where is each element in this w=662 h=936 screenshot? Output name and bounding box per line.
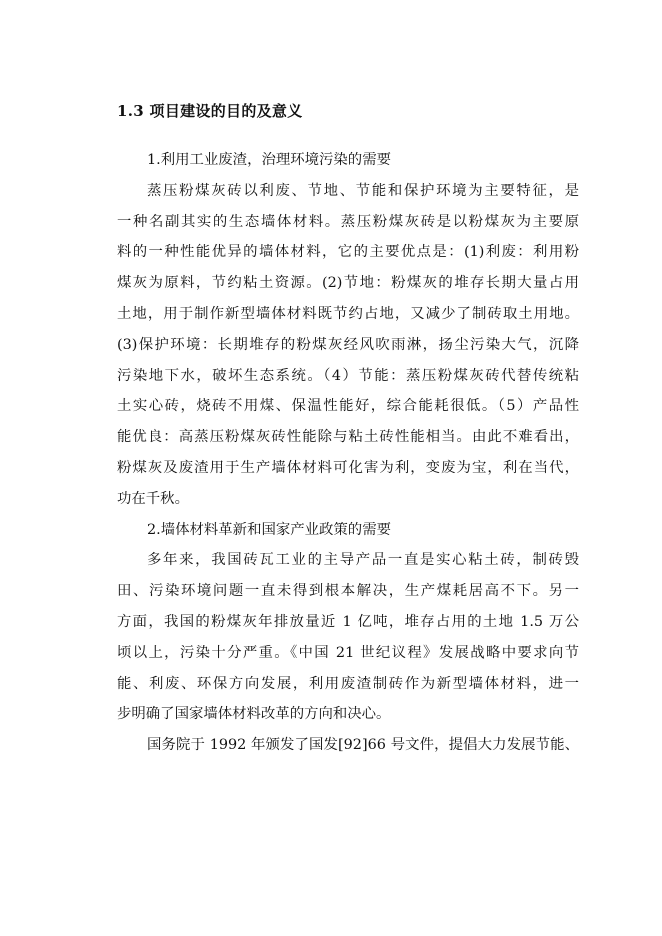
text-line: 粉煤灰及废渣用于生产墙体材料可化害为利，变废为宝，利在当代， xyxy=(117,459,579,476)
text-line: 国务院于 1992 年颁发了国发[92]66 号文件，提倡大力发展节能、 xyxy=(147,737,579,754)
text-line: (3)保护环境：长期堆存的粉煤灰经风吹雨淋，扬尘污染大气，沉降 xyxy=(117,336,579,353)
text-line: 顷以上，污染十分严重。《中国 21 世纪议程》发展战略中要求向节 xyxy=(117,644,579,661)
text-line: 方面，我国的粉煤灰年排放量近 1 亿吨，堆存占用的土地 1.5 万公 xyxy=(117,613,579,630)
text-line: 污染地下水，破坏生态系统。（4）节能：蒸压粉煤灰砖代替传统粘 xyxy=(117,367,579,384)
text-line: 煤灰为原料，节约粘土资源。(2)节地：粉煤灰的堆存长期大量占用 xyxy=(117,275,579,292)
text-line: 多年来，我国砖瓦工业的主导产品一直是实心粘土砖，制砖毁 xyxy=(147,552,579,569)
section-title: 1.3 项目建设的目的及意义 xyxy=(117,102,303,120)
text-line: 能、利废、环保方向发展，利用废渣制砖作为新型墙体材料，进一 xyxy=(117,675,579,692)
text-line: 蒸压粉煤灰砖以利废、节地、节能和保护环境为主要特征，是 xyxy=(147,182,579,199)
text-line: 土实心砖，烧砖不用煤、保温性能好，综合能耗很低。（5）产品性 xyxy=(117,398,579,415)
text-line: 功在千秋。 xyxy=(117,490,189,507)
subheading: 2.墙体材料革新和国家产业政策的需要 xyxy=(147,521,391,538)
subheading: 1.利用工业废渣，治理环境污染的需要 xyxy=(147,152,391,168)
text-line: 田、污染环境问题一直未得到根本解决，生产煤耗居高不下。另一 xyxy=(117,583,579,600)
text-line: 料的一种性能优异的墙体材料，它的主要优点是：(1)利废：利用粉 xyxy=(117,244,579,261)
text-line: 一种名副其实的生态墙体材料。蒸压粉煤灰砖是以粉煤灰为主要原 xyxy=(117,213,579,230)
document-body xyxy=(117,145,579,761)
text-line: 土地，用于制作新型墙体材料既节约占地，又减少了制砖取土用地。 xyxy=(117,305,579,322)
text-line: 能优良：高蒸压粉煤灰砖性能除与粘土砖性能相当。由此不难看出， xyxy=(117,429,579,446)
text-line: 步明确了国家墙体材料改革的方向和决心。 xyxy=(117,706,391,723)
